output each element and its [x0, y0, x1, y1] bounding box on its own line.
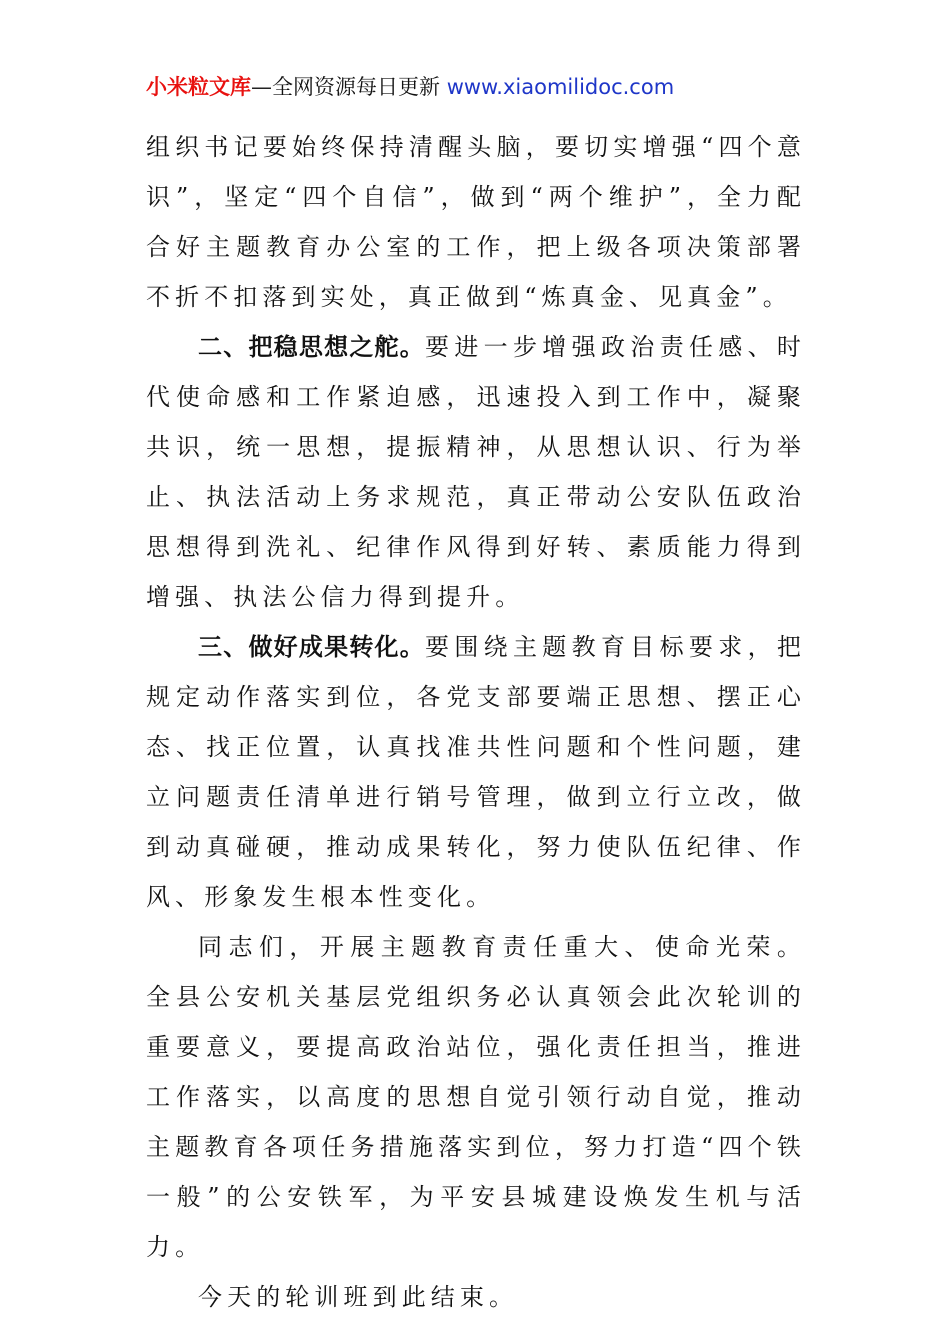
paragraph-text: 同志们，开展主题教育责任重大、使命光荣。全县公安机关基层党组织务必认真领会此次轮训的重要意义，要提高政治站位，强化责任担当，推进工作落实，以高度的思想自觉引领行动自觉，推动主题教育各项任务措施落实到位，努力打造“四个铁一般”的公安铁军，为平安县城建设焕发生机与活力。	[146, 933, 806, 1261]
paragraph-text: 要围绕主题教育目标要求，把规定动作落实到位，各党支部要端正思想、摆正心态、找正位置，认真找准共性问题和个性问题，建立问题责任清单进行销号管理，做到立行立改，做到动真碰硬，推动成果转化，努力使队伍纪律、作风、形象发生根本性变化。	[146, 633, 806, 911]
paragraph-section-3	[146, 622, 806, 922]
brand-name: 小米粒文库	[146, 75, 251, 99]
paragraph-continued	[146, 122, 806, 322]
watermark-header	[146, 70, 674, 104]
paragraph-text: 要进一步增强政治责任感、时代使命感和工作紧迫感，迅速投入到工作中，凝聚共识，统一思想，提振精神，从思想认识、行为举止、执法活动上务求规范，真正带动公安队伍政治思想得到洗礼、纪律作风得到好转、素质能力得到增强、执法公信力得到提升。	[146, 333, 806, 611]
site-url[interactable]: www.xiaomilidoc.com	[446, 75, 675, 99]
section-heading: 二、把稳思想之舵。	[198, 333, 426, 361]
section-heading: 三、做好成果转化。	[198, 633, 426, 661]
paragraph-section-2	[146, 322, 806, 622]
paragraph-end	[146, 1272, 806, 1322]
document-body	[146, 122, 806, 1322]
paragraph-closing	[146, 922, 806, 1272]
header-slogan: 全网资源每日更新	[272, 75, 440, 99]
header-dash: —	[251, 75, 272, 99]
paragraph-text: 今天的轮训班到此结束。	[198, 1283, 519, 1311]
paragraph-text: 组织书记要始终保持清醒头脑，要切实增强“四个意识”，坚定“四个自信”，做到“两个维护”，全力配合好主题教育办公室的工作，把上级各项决策部署不折不扣落到实处，真正做到“炼真金、见真金”。	[146, 133, 806, 311]
